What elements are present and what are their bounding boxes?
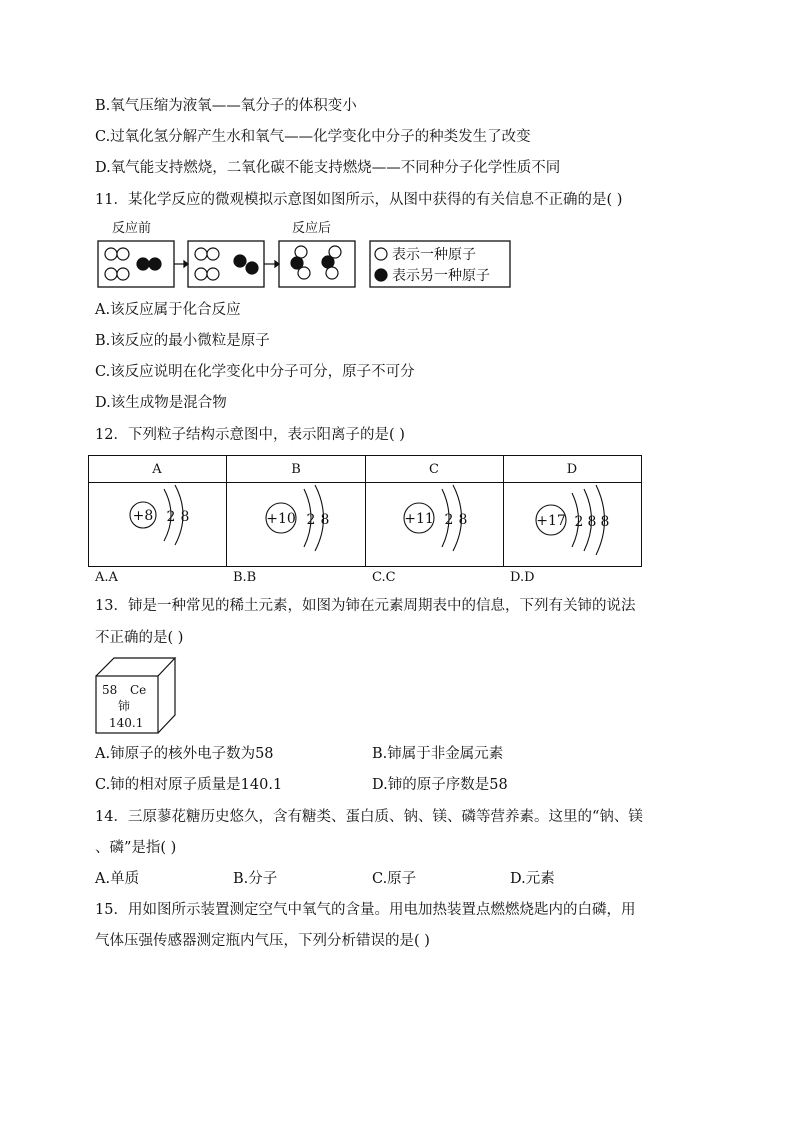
q15-stem-line2: 气体压强传感器测定瓶内气压，下列分析错误的是( ) bbox=[95, 933, 430, 949]
shell-b-2: 8 bbox=[320, 512, 330, 528]
q11-option-a: A.该反应属于化合反应 bbox=[95, 302, 241, 318]
legend-white-atom bbox=[375, 248, 387, 260]
legend-black-label: 表示另一种原子 bbox=[392, 268, 490, 284]
q12-option-a: A.A bbox=[95, 570, 118, 585]
col-header-a: A bbox=[152, 462, 162, 477]
q12-stem: 12．下列粒子结构示意图中，表示阳离子的是( ) bbox=[95, 427, 405, 443]
nucleus-d: +17 bbox=[536, 513, 566, 529]
atom-structure-c bbox=[404, 485, 467, 551]
black-atom bbox=[234, 255, 246, 267]
q13-stem-line2: 不正确的是( ) bbox=[95, 630, 184, 646]
q11-stem: 11．某化学反应的微观模拟示意图如图所示，从图中获得的有关信息不正确的是( ) bbox=[95, 192, 623, 208]
white-atom bbox=[105, 248, 117, 260]
nucleus-a: +8 bbox=[132, 508, 154, 524]
q12-option-d: D.D bbox=[510, 570, 535, 585]
legend-white-label: 表示一种原子 bbox=[392, 247, 476, 263]
white-atom bbox=[117, 248, 129, 260]
q11-option-b: B.该反应的最小微粒是原子 bbox=[95, 333, 270, 349]
q13-element-cell bbox=[94, 656, 178, 736]
nucleus-c: +11 bbox=[404, 511, 434, 527]
shell-d-1: 2 bbox=[574, 514, 584, 530]
shell-d-3: 8 bbox=[600, 514, 610, 530]
q10-option-c: C.过氧化氢分解产生水和氧气——化学变化中分子的种类发生了改变 bbox=[95, 129, 531, 145]
white-atom bbox=[195, 248, 207, 260]
element-symbol: Ce bbox=[130, 683, 147, 697]
q14-option-a: A.单质 bbox=[95, 871, 140, 887]
white-atom bbox=[105, 268, 117, 280]
col-header-b: B bbox=[291, 462, 301, 477]
atom-structure-d bbox=[536, 485, 609, 555]
atom-structure-a bbox=[130, 485, 189, 545]
q14-stem-line1: 14．三原蓼花糖历史悠久，含有糖类、蛋白质、钠、镁、磷等营养素。这里的“钠、镁 bbox=[95, 809, 643, 825]
white-atom bbox=[195, 268, 207, 280]
white-atom bbox=[298, 267, 310, 279]
q14-option-d: D.元素 bbox=[510, 871, 555, 887]
atom-structure-b bbox=[266, 485, 329, 551]
q10-option-d: D.氧气能支持燃烧，二氧化碳不能支持燃烧——不同种分子化学性质不同 bbox=[95, 160, 561, 176]
nucleus-b: +10 bbox=[266, 511, 296, 527]
white-atom bbox=[207, 268, 219, 280]
element-name: 铈 bbox=[118, 699, 131, 713]
q12-option-c: C.C bbox=[372, 570, 396, 585]
q12-option-b: B.B bbox=[233, 570, 257, 585]
q13-option-d: D.铈的原子序数是58 bbox=[372, 777, 508, 793]
col-header-c: C bbox=[429, 462, 439, 477]
q12-structure-table bbox=[88, 455, 644, 569]
white-atom bbox=[207, 248, 219, 260]
q11-option-c: C.该反应说明在化学变化中分子可分，原子不可分 bbox=[95, 364, 415, 380]
q14-option-c: C.原子 bbox=[372, 871, 417, 887]
q13-stem-line1: 13．铈是一种常见的稀土元素，如图为铈在元素周期表中的信息，下列有关铈的说法 bbox=[95, 598, 636, 614]
shell-b-1: 2 bbox=[306, 512, 316, 528]
q10-option-b: B.氧气压缩为液氧——氧分子的体积变小 bbox=[95, 98, 357, 114]
q11-reaction-diagram bbox=[95, 238, 515, 290]
shell-c-1: 2 bbox=[444, 512, 454, 528]
white-atom bbox=[329, 246, 341, 258]
q14-option-b: B.分子 bbox=[233, 871, 278, 887]
white-atom bbox=[326, 267, 338, 279]
atomic-mass: 140.1 bbox=[109, 716, 144, 730]
shell-a-2: 8 bbox=[180, 509, 190, 525]
q11-label-before: 反应前 bbox=[112, 221, 152, 236]
q13-option-b: B.铈属于非金属元素 bbox=[372, 746, 504, 762]
q11-option-d: D.该生成物是混合物 bbox=[95, 395, 227, 411]
black-atom bbox=[137, 258, 149, 270]
black-atom bbox=[149, 258, 161, 270]
black-atom bbox=[246, 262, 258, 274]
q11-label-after: 反应后 bbox=[292, 221, 332, 236]
shell-a-1: 2 bbox=[166, 509, 176, 525]
legend-black-atom bbox=[375, 269, 387, 281]
box-after bbox=[279, 241, 355, 287]
shell-c-2: 8 bbox=[458, 512, 468, 528]
q15-stem-line1: 15．用如图所示装置测定空气中氧气的含量。用电加热装置点燃燃烧匙内的白磷，用 bbox=[95, 902, 636, 918]
q13-option-a: A.铈原子的核外电子数为58 bbox=[95, 746, 274, 762]
white-atom bbox=[295, 246, 307, 258]
col-header-d: D bbox=[566, 462, 578, 477]
q14-stem-line2: 、磷”是指( ) bbox=[95, 840, 177, 856]
white-atom bbox=[117, 268, 129, 280]
q13-option-c: C.铈的相对原子质量是140.1 bbox=[95, 777, 283, 793]
shell-d-2: 8 bbox=[587, 514, 597, 530]
atomic-number: 58 bbox=[102, 683, 118, 697]
